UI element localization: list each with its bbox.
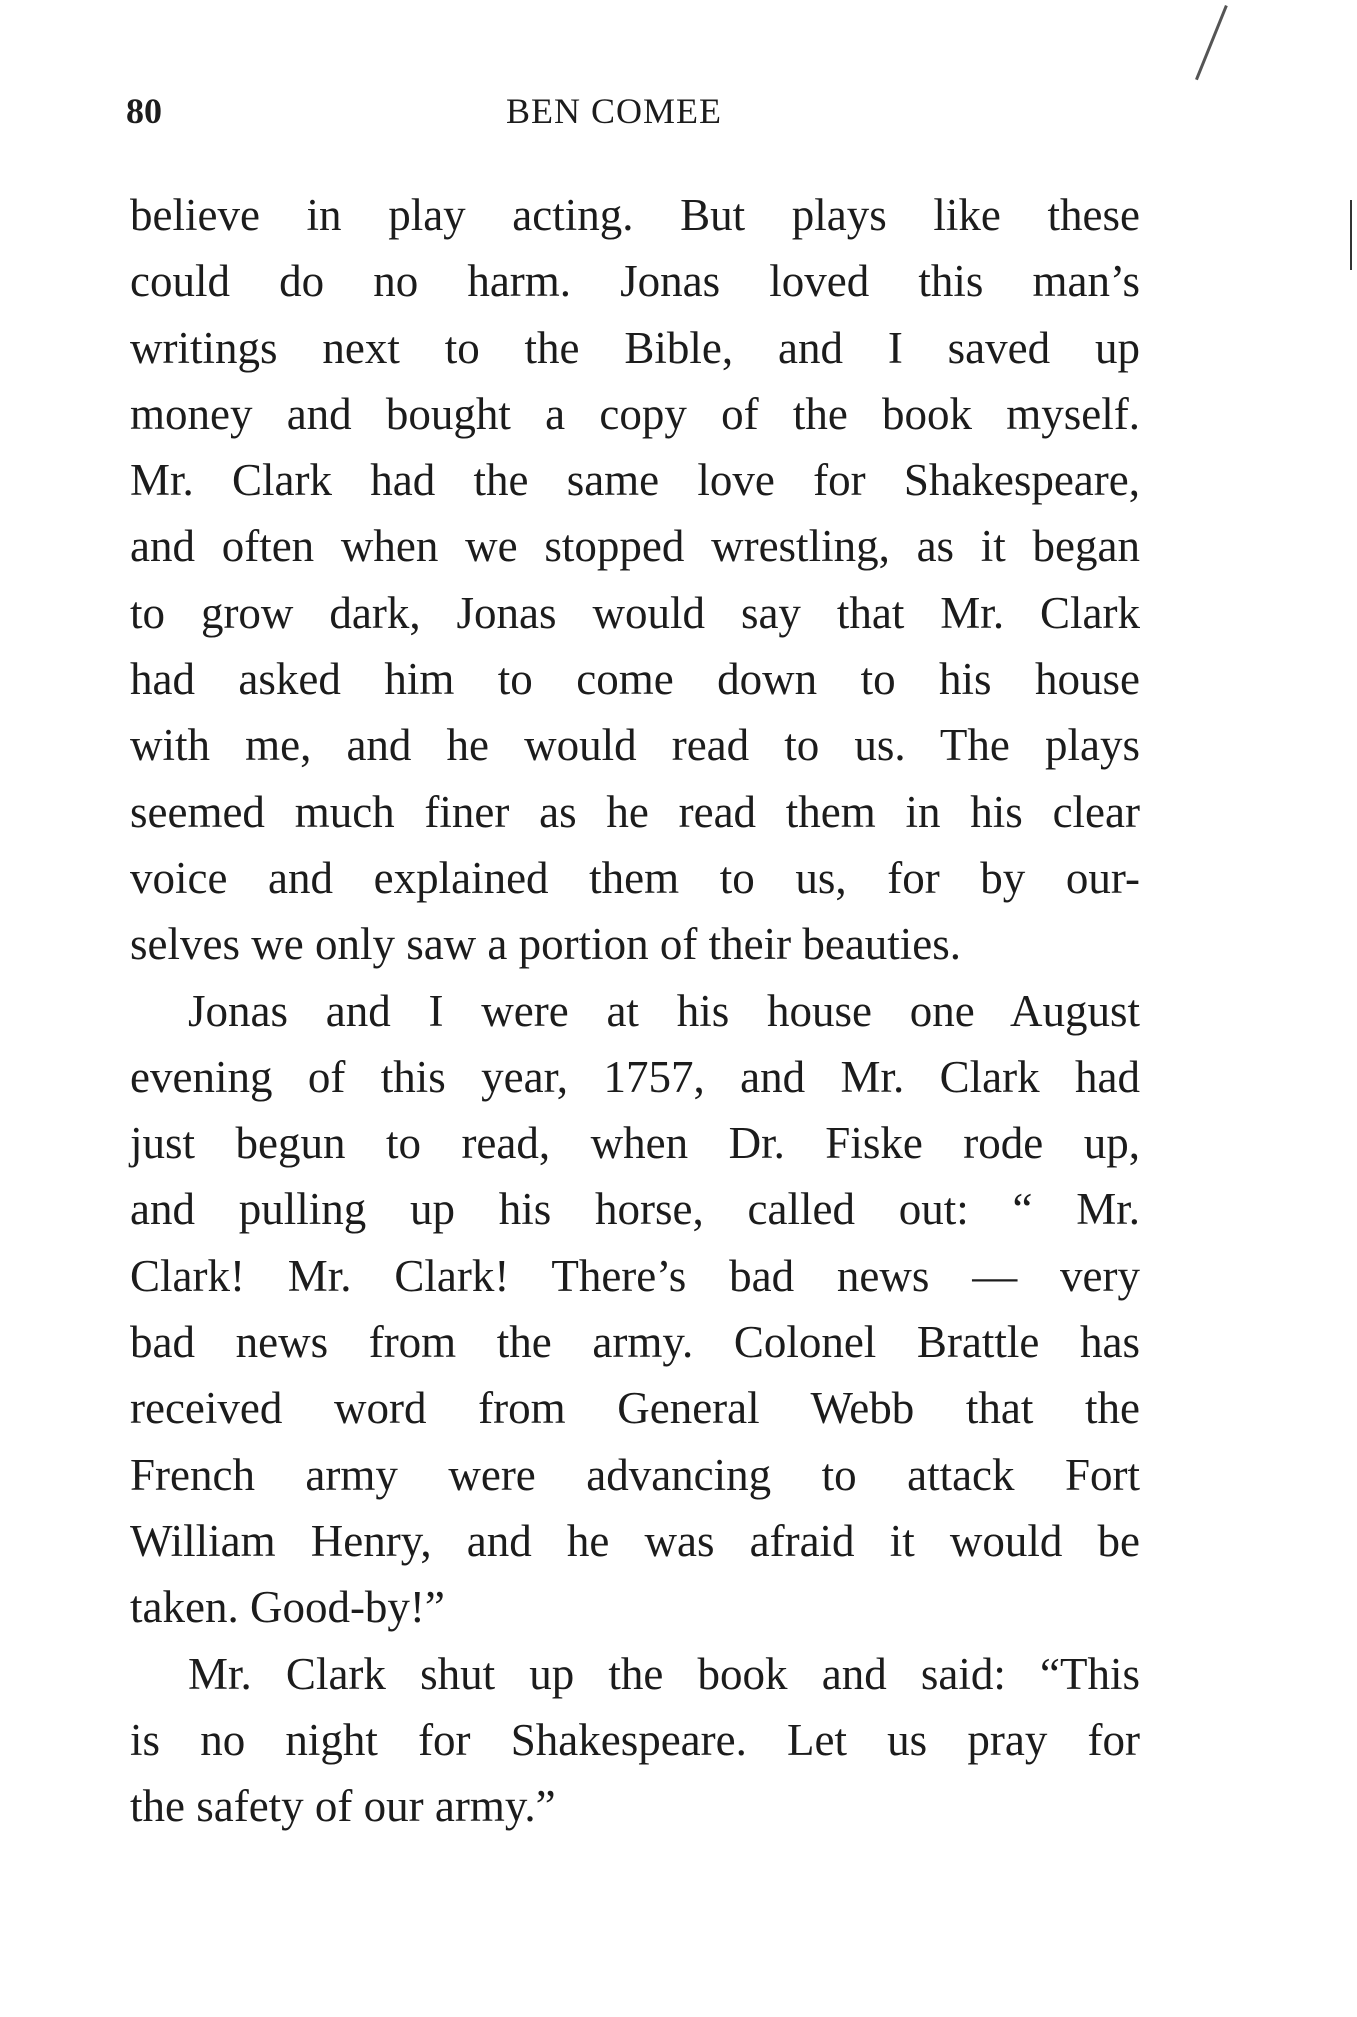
text-line: and pulling up his horse, called out: “ Mr. [130, 1184, 1140, 1235]
pencil-mark [1195, 5, 1228, 80]
text-line: William Henry, and he was afraid it would be [130, 1515, 1140, 1566]
text-line: and often when we stopped wrestling, as it began [130, 521, 1140, 572]
text-line: French army were advancing to attack Fort [130, 1449, 1140, 1500]
text-line: selves we only saw a portion of their beauties. [130, 919, 962, 970]
text-line: writings next to the Bible, and I saved up [130, 322, 1140, 373]
text-line: Clark! Mr. Clark! There’s bad news — very [130, 1250, 1140, 1301]
text-line: voice and explained them to us, for by our- [130, 852, 1140, 903]
text-line: just begun to read, when Dr. Fiske rode up, [130, 1118, 1140, 1169]
body-text [130, 182, 1140, 1839]
paragraph [130, 182, 1140, 978]
text-line: Mr. Clark shut up the book and said: “This [188, 1648, 1140, 1699]
text-line: taken. Good-by!” [130, 1582, 445, 1633]
text-line: the safety of our army.” [130, 1781, 556, 1832]
text-line: Jonas and I were at his house one August [188, 985, 1140, 1036]
text-line: is no night for Shakespeare. Let us pray for [130, 1714, 1140, 1765]
text-line: money and bought a copy of the book myself. [130, 388, 1140, 439]
margin-line [1350, 200, 1352, 270]
text-line: to grow dark, Jonas would say that Mr. Clark [130, 587, 1140, 638]
text-line: seemed much finer as he read them in his clear [130, 786, 1140, 837]
text-line: Mr. Clark had the same love for Shakespeare, [130, 455, 1140, 506]
text-line: bad news from the army. Colonel Brattle has [130, 1317, 1140, 1368]
paragraph [130, 978, 1140, 1641]
text-line: had asked him to come down to his house [130, 654, 1140, 705]
page-header [126, 90, 1146, 140]
running-title: BEN COMEE [506, 91, 722, 131]
text-line: with me, and he would read to us. The plays [130, 720, 1140, 771]
text-line: believe in play acting. But plays like these [130, 190, 1140, 240]
text-line: evening of this year, 1757, and Mr. Clark had [130, 1051, 1140, 1102]
page-number: 80 [126, 91, 162, 131]
paragraph [130, 1641, 1140, 1840]
text-line: could do no harm. Jonas loved this man’s [130, 256, 1140, 307]
text-line: received word from General Webb that the [130, 1383, 1140, 1434]
